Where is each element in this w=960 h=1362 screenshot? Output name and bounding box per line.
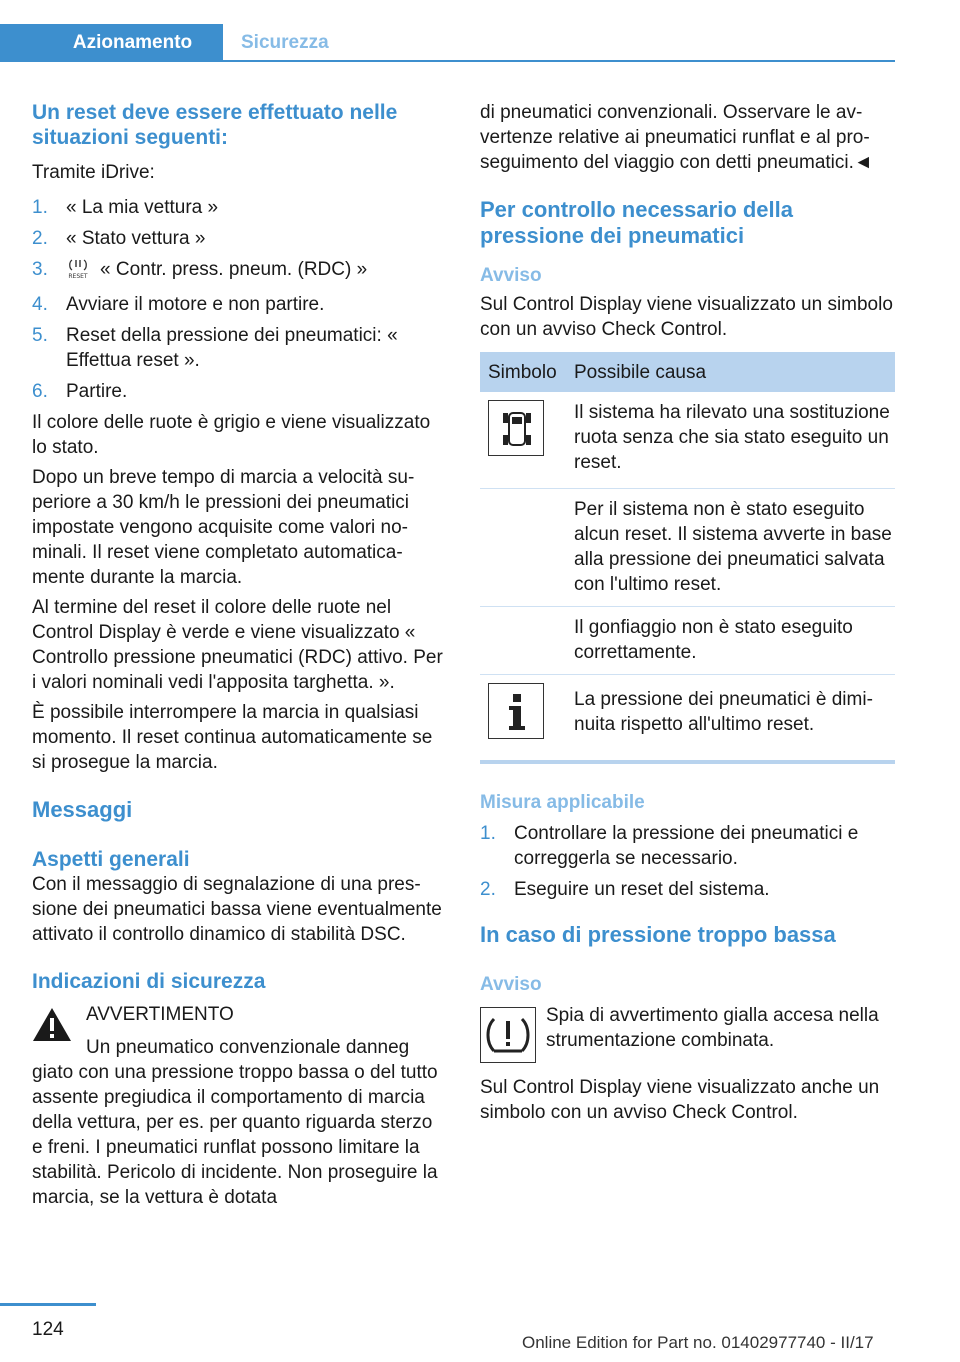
table-row <box>480 675 895 746</box>
table-header <box>480 352 895 392</box>
edition-text: Online Edition for Part no. 01402977740 - II/17 <box>522 1333 874 1352</box>
symbol-table <box>480 352 895 764</box>
list-item <box>32 195 448 220</box>
avviso-block <box>480 1003 895 1053</box>
step-text: « Contr. press. pneum. (RDC) » <box>100 259 368 280</box>
paragraph: Il colore delle ruote è grigio e viene visualizzato lo stato. <box>32 412 431 458</box>
misura-heading: Misura applicabile <box>480 792 645 813</box>
step-number: 1. <box>480 823 496 844</box>
step-number: 4. <box>32 294 48 315</box>
column-header: Possibile causa <box>574 361 707 383</box>
tab-azionamento[interactable]: Azionamento <box>0 24 223 62</box>
paragraph: Dopo un breve tempo di marcia a velocità superiore a 30 km/h le pressioni dei pneumatici impostate vengono acquisite come valori nominali. Il reset viene completato automaticamente durante la marcia. <box>32 467 415 588</box>
footer-rule <box>0 1303 96 1306</box>
warning-block <box>32 1002 448 1210</box>
info-icon <box>488 683 544 739</box>
table-row <box>480 607 895 675</box>
tyre-change-icon <box>488 400 544 456</box>
list-item <box>32 323 448 373</box>
avviso-text: Spia di avvertimento gialla accesa nella strumentazione combinata. <box>546 1005 879 1051</box>
step-number: 2. <box>32 228 48 249</box>
step-number: 5. <box>32 325 48 346</box>
warning-triangle-icon <box>32 1006 72 1042</box>
paragraph: di pneumatici convenzionali. Osservare le avvertenze relative ai pneumatici runflat e al proseguimento del viaggio con detti pneumatici.◄ <box>480 102 873 173</box>
list-item <box>32 292 448 317</box>
tyre-pressure-warning-icon <box>480 1007 536 1063</box>
step-number: 1. <box>32 197 48 218</box>
paragraph: Con il messaggio di segnalazione di una pressione dei pneumatici bassa viene eventualmente attivato il controllo dinamico di stabilità DSC. <box>32 874 442 945</box>
cause-text: La pressione dei pneumatici è diminuita rispetto all'ultimo reset. <box>574 689 873 735</box>
reset-heading: Un reset deve essere effettuato nelle situazioni seguenti: <box>32 101 398 149</box>
warning-text-first: Un pneumatico convenzionale danneg <box>86 1037 410 1058</box>
tab-sicurezza[interactable]: Sicurezza <box>241 32 329 53</box>
step-number: 3. <box>32 259 48 280</box>
cause-text: Il gonfiaggio non è stato eseguito correttamente. <box>574 617 853 663</box>
avviso-heading: Avviso <box>480 974 542 995</box>
aspetti-heading: Aspetti generali <box>32 848 190 871</box>
list-item <box>480 821 895 871</box>
column-header: Simbolo <box>488 361 557 383</box>
warning-title: AVVERTIMENTO <box>86 1004 234 1025</box>
right-column <box>480 100 895 1130</box>
indicazioni-heading: Indicazioni di sicurezza <box>32 970 266 993</box>
step-text: Reset della pressione dei pneumatici: « Effettua reset ». <box>66 325 398 371</box>
paragraph: È possibile interrompere la marcia in qualsiasi momento. Il reset continua automaticamente se si prosegue la marcia. <box>32 702 433 773</box>
page-header <box>0 0 960 64</box>
list-item <box>32 226 448 251</box>
step-text: « Stato vettura » <box>66 228 206 249</box>
list-item <box>32 257 448 286</box>
reset-steps <box>32 195 448 404</box>
list-item <box>32 379 448 404</box>
misura-steps <box>480 821 895 902</box>
list-item <box>480 877 895 902</box>
paragraph: Sul Control Display viene visualizzato un simbolo con un avviso Check Control. <box>480 294 893 340</box>
step-text: Partire. <box>66 381 128 402</box>
step-number: 2. <box>480 879 496 900</box>
step-text: Avviare il motore e non partire. <box>66 294 325 315</box>
step-text: Eseguire un reset del sistema. <box>514 879 770 900</box>
step-number: 6. <box>32 381 48 402</box>
intro-text: Tramite iDrive: <box>32 162 155 183</box>
header-divider <box>0 60 895 62</box>
paragraph: Sul Control Display viene visualizzato anche un simbolo con un avviso Check Control. <box>480 1077 880 1123</box>
bassa-heading: In caso di pressione troppo bassa <box>480 922 836 947</box>
step-text: Controllare la pressione dei pneumatici e correggerla se necessario. <box>514 823 859 869</box>
table-bottom-rule <box>480 760 895 764</box>
cause-text: Il sistema ha rilevato una sostituzione ruota senza che sia stato eseguito un reset. <box>574 402 890 473</box>
page-number: 124 <box>32 1319 64 1340</box>
avviso-heading: Avviso <box>480 265 542 286</box>
svg-text:RESET: RESET <box>68 273 88 279</box>
rdc-reset-icon <box>66 257 90 286</box>
step-text: « La mia vettura » <box>66 197 219 218</box>
paragraph: Al termine del reset il colore delle ruote nel Control Display è verde e viene visualizzato « Controllo pressione pneumatici (RDC) attivo. Per i valori nominali vedi l'apposita targhetta. ». <box>32 597 443 693</box>
table-row <box>480 392 895 489</box>
left-column <box>32 100 448 1210</box>
warning-text: giato con una pressione troppo bassa o del tutto assente pregiudica il comportamento di marcia della vettura, per es. per quanto riguarda sterzo e freni. I pneumatici runflat possono limitare la stabilità. Pericolo di incidente. Non proseguire la marcia, se la vettura è dotata <box>32 1062 438 1208</box>
cause-text: Per il sistema non è stato eseguito alcun reset. Il sistema avverte in base alla pressione dei pneumatici salvata con l'ultimo reset. <box>574 499 892 595</box>
table-row <box>480 489 895 607</box>
controllo-heading: Per controllo necessario della pressione dei pneumatici <box>480 197 794 248</box>
messaggi-heading: Messaggi <box>32 797 133 822</box>
